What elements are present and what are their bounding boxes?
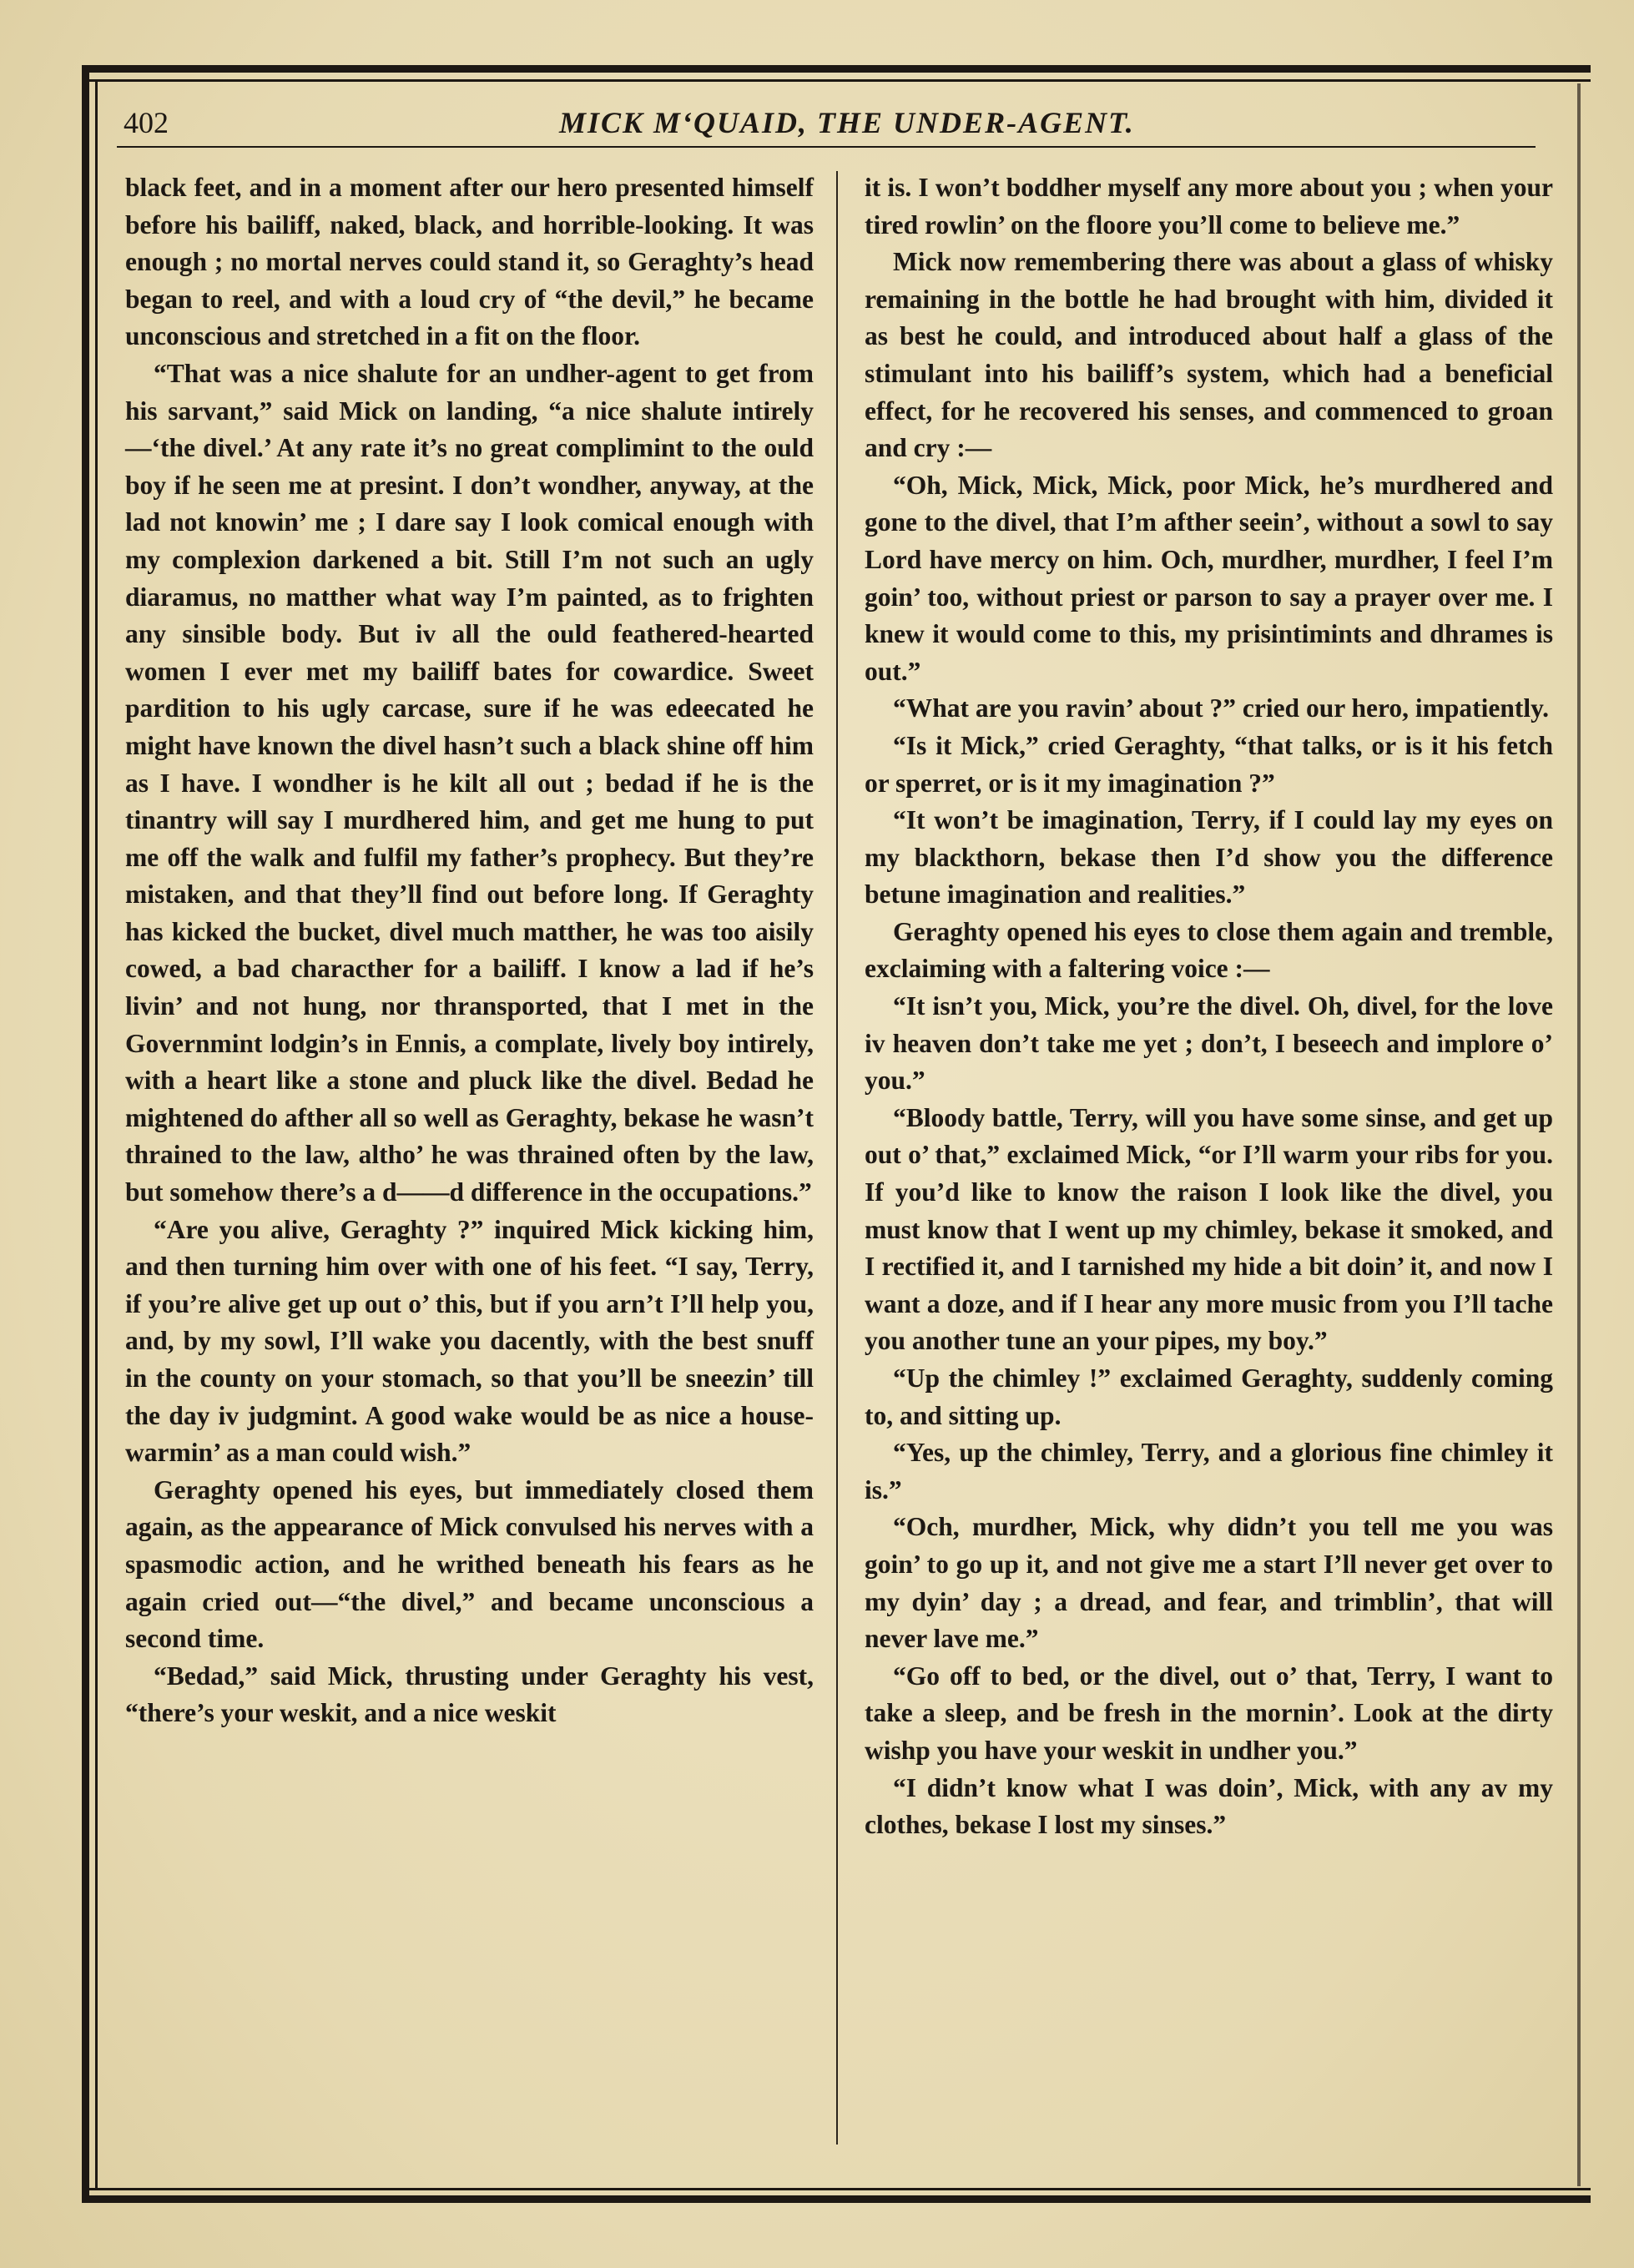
- top-border-thin: [82, 79, 1591, 82]
- right-column: [865, 169, 1553, 1844]
- bottom-border-thick: [82, 2195, 1591, 2203]
- paragraph: Mick now remembering there was about a glass of whisky remaining in the bottle he had brought with him, divided it as best he could, and introduced about half a glass of the stimulant into his bailiff’s system, which had a beneficial effect, for he recovered his senses, and commenced to groan and cry :—: [865, 247, 1553, 463]
- paragraph: “Oh, Mick, Mick, Mick, poor Mick, he’s murdhered and gone to the divel, that I’m afther seein’, without a sowl to say Lord have mercy on him. Och, murdher, murdher, I feel I’m goin’ too, without priest or parson to say a prayer over me. I knew it would come to this, my prisintimints and dhrames is out.”: [865, 470, 1553, 686]
- running-title: MICK M‘QUAID, THE UNDER-AGENT.: [559, 106, 1135, 139]
- paragraph: Geraghty opened his eyes to close them again and tremble, exclaiming with a faltering voice :—: [865, 916, 1553, 984]
- paragraph: “Go off to bed, or the divel, out o’ that, Terry, I want to take a sleep, and be fresh in the mornin’. Look at the dirty wishp you have your weskit in undher you.”: [865, 1661, 1553, 1765]
- paragraph: “It isn’t you, Mick, you’re the divel. Oh, divel, for the love iv heaven don’t take me yet ; don’t, I beseech and implore o’ you.”: [865, 991, 1553, 1096]
- page-header: [117, 100, 1561, 152]
- paragraph: “I didn’t know what I was doin’, Mick, with any av my clothes, bekase I lost my sinses.”: [865, 1772, 1553, 1840]
- paragraph: “Bloody battle, Terry, will you have some sinse, and get up out o’ that,” exclaimed Mick, “or I’ll warm your ribs for you. If you’d like to know the raison I look like the divel, you must know that I went up my chimley, bekase it smoked, and I rectified it, and I tarnished my hide a bit doin’ it, and now I want a doze, and if I hear any more music from you I’ll tache you another tune an your pipes, my boy.”: [865, 1102, 1553, 1356]
- paragraph: it is. I won’t boddher myself any more about you ; when your tired rowlin’ on the floore you’ll come to believe me.”: [865, 173, 1553, 239]
- paragraph: “Is it Mick,” cried Geraghty, “that talks, or is it his fetch or sperret, or is it my imagination ?”: [865, 730, 1553, 798]
- paragraph: black feet, and in a moment after our hero presented himself before his bailiff, naked, black, and horrible-looking. It was enough ; no mortal nerves could stand it, so Geraghty’s head began to reel, and with a loud cry of “the devil,” he became unconscious and stretched in a fit on the floor.: [125, 173, 814, 351]
- right-border: [1577, 83, 1581, 2186]
- left-column: [125, 169, 814, 1732]
- left-border-thin: [95, 79, 98, 2190]
- paragraph: “Och, murdher, Mick, why didn’t you tell me you was goin’ to go up it, and not give me a start I’ll never get over to my dyin’ day ; a dread, and fear, and trimblin’, that will never lave me.”: [865, 1512, 1553, 1654]
- top-border-thick: [82, 65, 1591, 73]
- header-rule: [117, 146, 1536, 148]
- column-divider: [836, 171, 838, 2145]
- paragraph: “Are you alive, Geraghty ?” inquired Mick kicking him, and then turning him over with one of his feet. “I say, Terry, if you’re alive get up out o’ this, but if you arn’t I’ll help you, and, by my sowl, I’ll wake you dacently, with the best snuff in the county on your stomach, so that you’ll be sneezin’ till the day iv judgmint. A good wake would be as nice a house-warmin’ as a man could wish.”: [125, 1214, 814, 1468]
- paragraph: “What are you ravin’ about ?” cried our hero, impatiently.: [893, 693, 1550, 723]
- paragraph: “Bedad,” said Mick, thrusting under Geraghty his vest, “there’s your weskit, and a nice weskit: [125, 1661, 814, 1728]
- paragraph: “That was a nice shalute for an undher-agent to get from his sarvant,” said Mick on landing, “a nice shalute intirely—‘the divel.’ At any rate it’s no great complimint to the ould boy if he seen me at presint. I don’t wondher, anyway, at the lad not knowin’ me ; I dare say I look comical enough with my complexion darkened a bit. Still I’m not such an ugly diaramus, no matther what way I’m painted, as to frighten any sinsible body. But iv all the ould feathered-hearted women I ever met my bailiff bates for cowardice. Sweet pardition to his ugly carcase, sure if he was edeecated he might have known the divel hasn’t such a black shine off him as I have. I wondher is he kilt all out ; bedad if he is the tinantry will say I murdhered him, and get me hung to put me off the walk and fulfil my father’s prophecy. But they’re mistaken, and that they’ll find out before long. If Geraghty has kicked the bucket, divel much matther, he was too aisily cowed, a bad characther for a bailiff. I know a lad if he’s livin’ and not hung, nor thransported, that I met in the Governmint lodgin’s in Ennis, a complate, lively boy intirely, with a heart like a stone and pluck like the divel. Bedad he mightened do afther all so well as Geraghty, bekase he wasn’t thrained to the law, altho’ he was thrained often by the law, but somehow there’s a d——d difference in the occupations.”: [125, 358, 814, 1207]
- paragraph: Geraghty opened his eyes, but immediately closed them again, as the appearance of Mick convulsed his nerves with a spasmodic action, and he writhed beneath his fears as he again cried out—“the divel,” and became unconscious a second time.: [125, 1474, 814, 1654]
- paragraph: “Up the chimley !” exclaimed Geraghty, suddenly coming to, and sitting up.: [865, 1363, 1553, 1430]
- page-number: 402: [124, 106, 169, 139]
- bottom-border-thin: [82, 2188, 1591, 2190]
- left-border-thick: [82, 65, 89, 2203]
- paragraph: “Yes, up the chimley, Terry, and a glorious fine chimley it is.”: [865, 1438, 1553, 1504]
- paragraph: “It won’t be imagination, Terry, if I could lay my eyes on my blackthorn, bekase then I’d show you the difference betune imagination and realities.”: [865, 805, 1553, 910]
